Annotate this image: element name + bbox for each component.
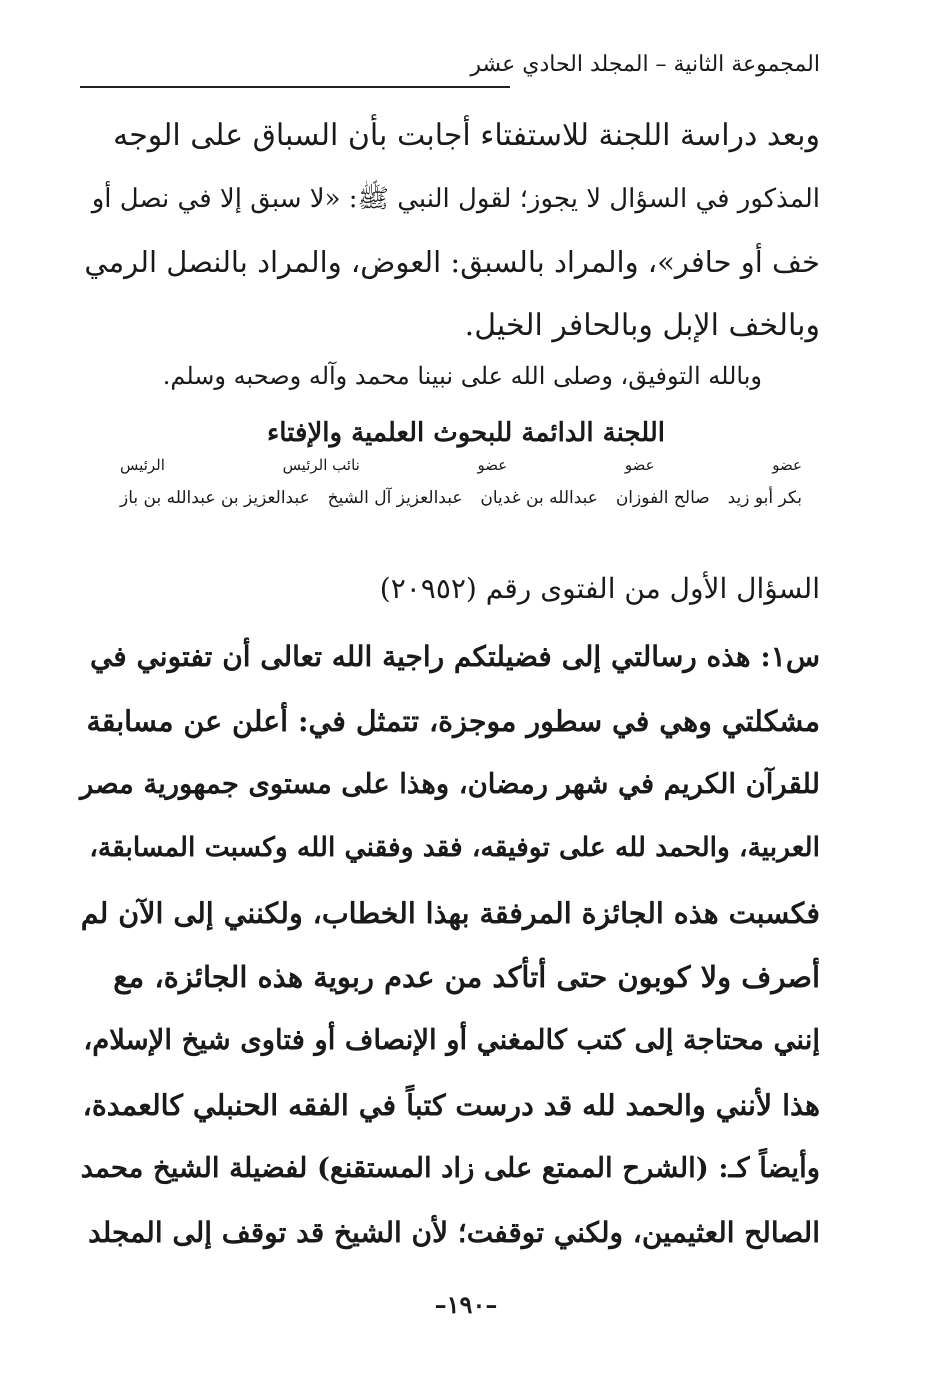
header-rule-gap — [510, 80, 820, 92]
question-line: للقرآن الكريم في شهر رمضان، وهذا على مستوى جمهورية مصر — [80, 768, 820, 800]
signatory-names-row — [120, 474, 802, 508]
signatory-role: الرئيس — [120, 456, 165, 474]
signatory-role: عضو — [624, 456, 655, 474]
question-line: س١: هذه رسالتي إلى فضيلتكم راجية الله تعالى أن تفتوني في — [89, 640, 820, 673]
signatory-roles-row — [120, 456, 802, 474]
answer-line: خف أو حافر»، والمراد بالسبق: العوض، والمراد بالنصل الرمي — [84, 245, 820, 279]
signatory-name: عبدالعزيز بن عبدالله بن باز — [120, 488, 310, 508]
committee-title: اللجنة الدائمة للبحوث العلمية والإفتاء — [267, 418, 665, 448]
answer-line: وبعد دراسة اللجنة للاستفتاء أجابت بأن السباق على الوجه — [113, 118, 820, 153]
question-line: أصرف ولا كوبون حتى أتأكد من عدم ربوية هذه الجائزة، مع — [113, 960, 820, 994]
signoff-line: وبالله التوفيق، وصلى الله على نبينا محمد وآله وصحبه وسلم. — [162, 362, 762, 390]
question-heading: السؤال الأول من الفتوى رقم (٢٠٩٥٢) — [379, 572, 820, 605]
running-header: المجموعة الثانية – المجلد الحادي عشر — [470, 52, 820, 77]
question-line: وأيضاً كـ: (الشرح الممتع على زاد المستقنع) لفضيلة الشيخ محمد — [80, 1152, 820, 1184]
answer-line: المذكور في السؤال لا يجوز؛ لقول النبي ﷺ: «لا سبق إلا في نصل أو — [91, 184, 820, 214]
question-line: فكسبت هذه الجائزة المرفقة بهذا الخطاب، ولكنني إلى الآن لم — [80, 896, 820, 930]
signatory-role: عضو — [477, 456, 508, 474]
question-line: مشكلتي وهي في سطور موجزة، تتمثل في: أعلن عن مسابقة — [86, 704, 820, 738]
question-line: هذا لأنني والحمد لله قد درست كتباً في الفقه الحنبلي كالعمدة، — [82, 1088, 820, 1122]
signatory-role: نائب الرئيس — [282, 456, 360, 474]
question-line: الصالح العثيمين، ولكني توقفت؛ لأن الشيخ قد توقف إلى المجلد — [88, 1216, 820, 1249]
answer-line: وبالخف الإبل وبالحافر الخيل. — [464, 308, 820, 343]
page-number: –١٩٠– — [434, 1290, 498, 1319]
signatories-block — [120, 456, 802, 508]
signatory-name: عبدالعزيز آل الشيخ — [327, 488, 463, 508]
signatory-name: بكر أبو زيد — [727, 488, 802, 508]
signatory-name: صالح الفوزان — [615, 488, 710, 508]
signatory-role: عضو — [772, 456, 802, 474]
question-line: العربية، والحمد لله على توفيقه، فقد وفقني الله وكسبت المسابقة، — [89, 832, 820, 863]
question-line: إنني محتاجة إلى كتب كالمغني أو الإنصاف أو فتاوى شيخ الإسلام، — [83, 1024, 820, 1056]
signatory-name: عبدالله بن غديان — [480, 488, 598, 508]
